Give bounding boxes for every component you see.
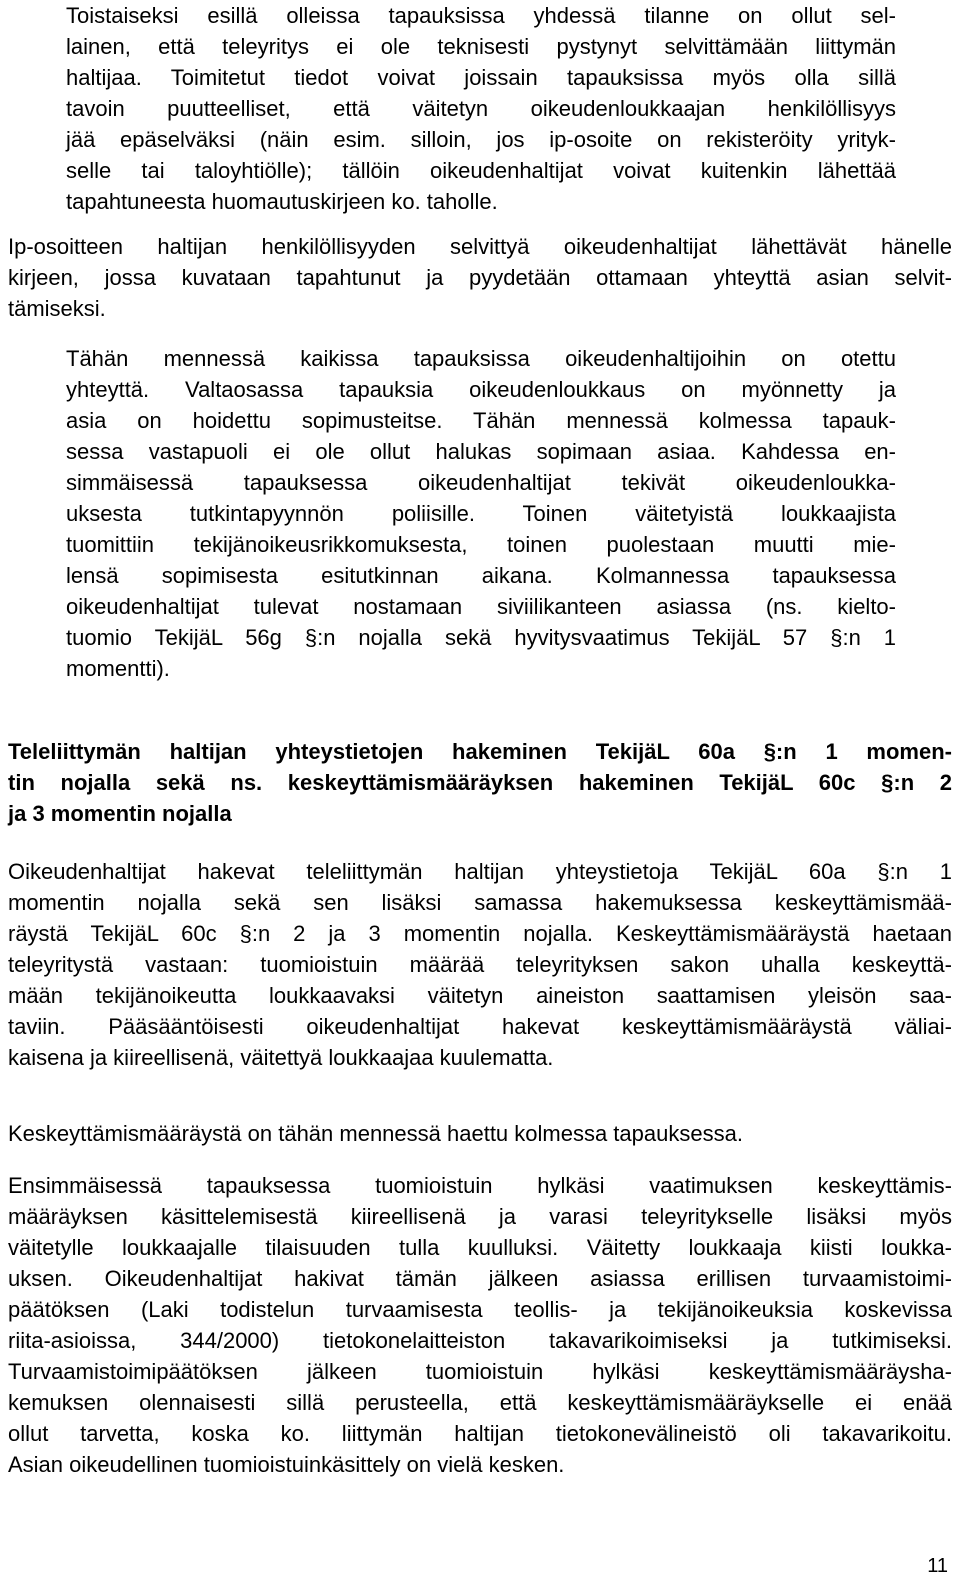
- text-line: päätöksen (Laki todistelun turvaamisesta teollis- ja tekijänoikeuksia koskevissa: [8, 1297, 952, 1322]
- text-line: Ip-osoitteen haltijan henkilöllisyyden selvittyä oikeudenhaltijat lähettävät hänelle: [8, 234, 952, 259]
- paragraph-first-case: [8, 1170, 952, 1480]
- text-line: tämiseksi.: [8, 296, 106, 321]
- text-line: tuomio TekijäL 56g §:n nojalla sekä hyvitysvaatimus TekijäL 57 §:n 1: [66, 625, 896, 650]
- page-number: 11: [927, 1555, 948, 1577]
- text-line: Asian oikeudellinen tuomioistuinkäsittely on vielä kesken.: [8, 1452, 565, 1477]
- text-line: räystä TekijäL 60c §:n 2 ja 3 momentin nojalla. Keskeyttämismääräystä haetaan: [8, 921, 952, 946]
- heading-line: Teleliittymän haltijan yhteystietojen hakeminen TekijäL 60a §:n 1 momen-: [8, 739, 952, 764]
- text-line: haltijaa. Toimitetut tiedot voivat joissain tapauksissa myös olla sillä: [66, 65, 896, 90]
- text-line: Keskeyttämismääräystä on tähän mennessä haettu kolmessa tapauksessa.: [8, 1121, 743, 1146]
- text-line: teleyritystä vastaan: tuomioistuin määrää teleyrityksen sakon uhalla keskeyttä-: [8, 952, 952, 977]
- text-line: tavoin puutteelliset, että väitetyn oikeudenloukkaajan henkilöllisyys: [66, 96, 896, 121]
- text-line: riita-asioissa, 344/2000) tietokonelaitteiston takavarikoimiseksi ja tutkimiseksi.: [8, 1328, 952, 1353]
- text-line: jää epäselväksi (näin esim. silloin, jos ip-osoite on rekisteröity yrityk-: [66, 127, 896, 152]
- paragraph-contact-info-request: [8, 856, 952, 1073]
- heading-line: ja 3 momentin nojalla: [8, 801, 232, 826]
- text-line: mään tekijänoikeutta loukkaavaksi väitetyn aineiston saattamisen yleisön saa-: [8, 983, 952, 1008]
- text-line: yhteyttä. Valtaosassa tapauksia oikeudenloukkaus on myönnetty ja: [66, 377, 896, 402]
- text-line: oikeudenhaltijat tulevat nostamaan siviilikanteen asiassa (ns. kielto-: [66, 594, 896, 619]
- text-line: uksen. Oikeudenhaltijat hakivat tämän jälkeen asiassa erillisen turvaamistoimi-: [8, 1266, 952, 1291]
- text-line: sessa vastapuoli ei ole ollut halukas sopimaan asiaa. Kahdessa en-: [66, 439, 896, 464]
- text-line: asia on hoidettu sopimusteitse. Tähän mennessä kolmessa tapauk-: [66, 408, 896, 433]
- text-line: uksesta tutkintapyynnön poliisille. Toinen väitetyistä loukkaajista: [66, 501, 896, 526]
- paragraph-order-count: [8, 1118, 952, 1149]
- text-line: tapahtuneesta huomautuskirjeen ko. taholle.: [66, 189, 498, 214]
- paragraph-case-outcomes: [66, 343, 896, 684]
- text-line: momentin nojalla sekä sen lisäksi samassa hakemuksessa keskeyttämismää-: [8, 890, 952, 915]
- text-line: väitetylle loukkaajalle tilaisuuden tulla kuulluksi. Väitetty loukkaaja kiisti loukka-: [8, 1235, 952, 1260]
- text-line: lensä sopimisesta esitutkinnan aikana. Kolmannessa tapauksessa: [66, 563, 896, 588]
- text-line: Tähän mennessä kaikissa tapauksissa oikeudenhaltijoihin on otettu: [66, 346, 896, 371]
- section-heading: [8, 736, 952, 829]
- heading-line: tin nojalla sekä ns. keskeyttämismääräyksen hakeminen TekijäL 60c §:n 2: [8, 770, 952, 795]
- text-line: kemuksen olennaisesti sillä perusteella, että keskeyttämismääräykselle ei enää: [8, 1390, 952, 1415]
- text-line: lainen, että teleyritys ei ole teknisesti pystynyt selvittämään liittymän: [66, 34, 896, 59]
- text-line: tuomittiin tekijänoikeusrikkomuksesta, toinen puolestaan muutti mie-: [66, 532, 896, 557]
- text-line: momentti).: [66, 656, 170, 681]
- text-line: simmäisessä tapauksessa oikeudenhaltijat tekivät oikeudenloukka-: [66, 470, 896, 495]
- text-line: Ensimmäisessä tapauksessa tuomioistuin hylkäsi vaatimuksen keskeyttämis-: [8, 1173, 952, 1198]
- paragraph-identification-issues: [66, 0, 896, 217]
- text-line: Oikeudenhaltijat hakevat teleliittymän haltijan yhteystietoja TekijäL 60a §:n 1: [8, 859, 952, 884]
- text-line: selle tai taloyhtiölle); tällöin oikeudenhaltijat voivat kuitenkin lähettää: [66, 158, 896, 183]
- text-line: Turvaamistoimipäätöksen jälkeen tuomioistuin hylkäsi keskeyttämismääräysha-: [8, 1359, 952, 1384]
- text-line: kaisena ja kiireellisenä, väitettyä loukkaajaa kuulematta.: [8, 1045, 554, 1070]
- text-line: taviin. Pääsääntöisesti oikeudenhaltijat hakevat keskeyttämismääräystä väliai-: [8, 1014, 952, 1039]
- text-line: Toistaiseksi esillä olleissa tapauksissa yhdessä tilanne on ollut sel-: [66, 3, 896, 28]
- text-line: määräyksen käsittelemisestä kiireellisenä ja varasi teleyritykselle lisäksi myös: [8, 1204, 952, 1229]
- text-line: ollut tarvetta, koska ko. liittymän haltijan tietokonevälineistö oli takavarikoitu.: [8, 1421, 952, 1446]
- text-line: kirjeen, jossa kuvataan tapahtunut ja pyydetään ottamaan yhteyttä asian selvit-: [8, 265, 952, 290]
- paragraph-letter-sent: [8, 231, 952, 324]
